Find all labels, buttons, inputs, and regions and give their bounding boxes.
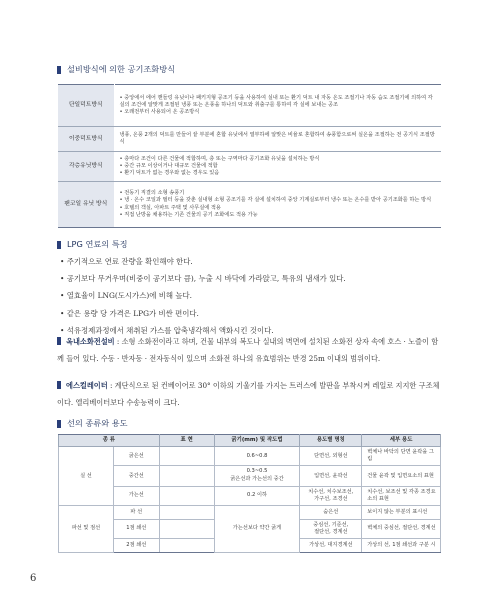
list-item: • 주기적으로 연료 잔량을 확인해야 한다. xyxy=(60,257,193,266)
line-name: 치수선, 치수보조선, 가구선, 조경선 xyxy=(300,486,362,505)
header-detail: 세부 용도 xyxy=(362,435,441,447)
row-line: • 전동기 직결의 소형 송풍기 xyxy=(119,189,185,196)
row-body xyxy=(114,152,441,182)
line-detail: 보이지 않는 부분의 표시선 xyxy=(362,505,441,519)
table-row xyxy=(59,466,441,487)
lpg-feature-list xyxy=(60,253,346,339)
line-width: 가는선보다 약간 굵게 xyxy=(214,505,300,552)
line-name: 입면선, 윤곽선 xyxy=(300,466,362,487)
line-type: 1점 쇄선 xyxy=(113,519,159,538)
row-label: 단일덕트방식 xyxy=(58,85,114,127)
row-body xyxy=(114,85,441,127)
table-row xyxy=(59,447,441,466)
term-label: 에스컬레이터 xyxy=(66,381,108,390)
line-width-value: 0.3~0.5 굵은선과 가는선의 중간 xyxy=(230,468,284,483)
row-line: • 오래전부터 사용되어 온 공조방식 xyxy=(119,109,200,116)
section-title-lines xyxy=(57,418,128,429)
paragraph-text: : 소형 소화전이라고 하며, 건물 내부의 복도나 실내의 벽면에 설치된 소화전 상자 속에 호스 · 노즐이 함께 들어 있다. 수동 · 반자동 · 전자동식이 있으며 소화전 하나의 유효범위는 반경 25m 이내의 범위이다. xyxy=(57,337,439,363)
line-width: 0.6~0.8 xyxy=(214,447,300,466)
group-label: 파선 및 점선 xyxy=(59,505,114,552)
section-bullet-icon xyxy=(57,381,61,389)
escalator-paragraph xyxy=(57,377,444,411)
list-item: • 열효율이 LNG(도시가스)에 비해 높다. xyxy=(60,291,192,301)
section-bullet-icon xyxy=(57,241,61,249)
line-detail: 가상의 선, 1점 쇄선과 구분 시 xyxy=(362,538,441,552)
row-line: • 중앙에서 에어 핸들링 유닛이나 패키지형 공조기 등을 사용하여 실내 또는 환기 덕트 내 자동 온도 조절기나 자동 습도 조절기에 의하여 각 실의 조건에 알맞게 조절된 냉풍 또는 온풍을 하나의 덕트와 취출구를 통하여 각 실에 보내는 공조 xyxy=(119,94,433,108)
line-type: 중간선 xyxy=(113,466,159,487)
table-row xyxy=(59,486,441,505)
line-sample xyxy=(159,519,214,538)
table-row xyxy=(58,152,441,182)
row-label: 팬코일 유닛 방식 xyxy=(58,182,114,228)
header-type: 종 류 xyxy=(59,435,160,447)
row-line: • 직접 난방을 채용하는 기존 건물의 공기 조화에도 적용 가능 xyxy=(119,211,258,218)
line-sample xyxy=(159,447,214,466)
line-name: 단면선, 외형선 xyxy=(300,447,362,466)
section-title-lpg xyxy=(57,239,128,250)
header-name: 용도별 명칭 xyxy=(300,435,362,447)
line-width: 0.2 이하 xyxy=(214,486,300,505)
row-line: • 환기 덕트가 없는 경우와 없는 경우도 있음 xyxy=(119,170,220,177)
paragraph-text: : 계단식으로 된 컨베이어로 30° 이하의 기울기를 가지는 트러스에 발판을 부착시켜 레일로 지지한 구조체이다. 엘리베이터보다 수송능력이 크다. xyxy=(57,381,440,407)
table-row xyxy=(59,505,441,519)
table-row xyxy=(58,182,441,228)
line-sample xyxy=(159,466,214,487)
section-title-hvac xyxy=(57,64,175,75)
row-body xyxy=(114,127,441,152)
line-detail: 벽체나 바닥의 단면 윤곽을 그림 xyxy=(362,447,441,466)
line-type: 파 선 xyxy=(113,505,159,519)
line-detail: 치수선, 보조선 및 각종 조경요소의 표현 xyxy=(362,486,441,505)
row-body xyxy=(114,182,441,228)
page-number: 6 xyxy=(30,573,37,584)
table-row xyxy=(58,85,441,127)
row-line: • 냉 · 온수 코일과 필터 등을 갖춘 실내형 소형 공조기를 각 실에 설치하여 중앙 기계실로부터 냉수 또는 온수를 받아 공기조화를 하는 방식 xyxy=(119,197,432,204)
hvac-methods-table xyxy=(58,84,441,228)
indoor-hydrant-paragraph xyxy=(57,333,444,367)
row-label: 이중덕트방식 xyxy=(58,127,114,152)
line-detail: 건물 윤곽 및 입면요소의 표현 xyxy=(362,466,441,487)
row-label: 각층유닛방식 xyxy=(58,152,114,182)
table-row xyxy=(58,127,441,152)
header-expression: 표 현 xyxy=(159,435,214,447)
row-line: • 중간 규모 이상이거나 대규모 건물에 적합 xyxy=(119,162,218,169)
line-sample xyxy=(159,538,214,552)
line-types-table xyxy=(58,434,441,553)
section-bullet-icon xyxy=(57,337,61,345)
line-name: 중심선, 기준선, 절단선, 경계선 xyxy=(300,519,362,538)
row-line: 냉풍, 온풍 2개의 덕트를 만들어 끝 부분에 혼합 유닛에서 열부하에 알맞은 비율로 혼합하여 송풍함으로써 실온을 조절하는 전 공기식 조절방식 xyxy=(119,131,435,145)
line-name: 숨은선 xyxy=(300,505,362,519)
line-name: 가상선, 대지경계선 xyxy=(300,538,362,552)
group-label: 실 선 xyxy=(59,447,114,506)
line-type: 2점 쇄선 xyxy=(113,538,159,552)
line-type: 굵은선 xyxy=(113,447,159,466)
table-header-row xyxy=(59,435,441,447)
header-width: 굵기(mm) 및 작도법 xyxy=(214,435,300,447)
section-title-text: 설비방식에 의한 공기조화방식 xyxy=(67,64,176,74)
row-line: • 층마다 조건이 다른 건물에 적합하며, 층 또는 구역마다 공기조화 유닛을 설치하는 방식 xyxy=(119,155,320,162)
line-detail: 벽체의 중심선, 절단선, 경계선 xyxy=(362,519,441,538)
term-label: 옥내소화전설비 xyxy=(66,337,115,346)
line-width xyxy=(214,466,300,487)
list-item: • 같은 용량 당 가격은 LPG가 비싼 편이다. xyxy=(60,308,199,318)
section-title-text: LPG 연료의 특징 xyxy=(67,239,128,249)
list-item: • 석유정제과정에서 채취된 가스를 압축냉각해서 액화시킨 것이다. xyxy=(60,325,274,335)
section-bullet-icon xyxy=(57,420,61,428)
line-type: 가는선 xyxy=(113,486,159,505)
section-bullet-icon xyxy=(57,66,61,74)
section-title-text: 선의 종류와 용도 xyxy=(67,418,128,428)
line-sample xyxy=(159,486,214,505)
line-sample xyxy=(159,505,214,519)
list-item: • 공기보다 무거우며(비중이 공기보다 큼), 누출 시 바닥에 가라앉고, 특유의 냄새가 있다. xyxy=(60,274,346,284)
row-line: • 호텔의 객실, 아파트 주택 및 사무실에 적용 xyxy=(119,204,221,211)
